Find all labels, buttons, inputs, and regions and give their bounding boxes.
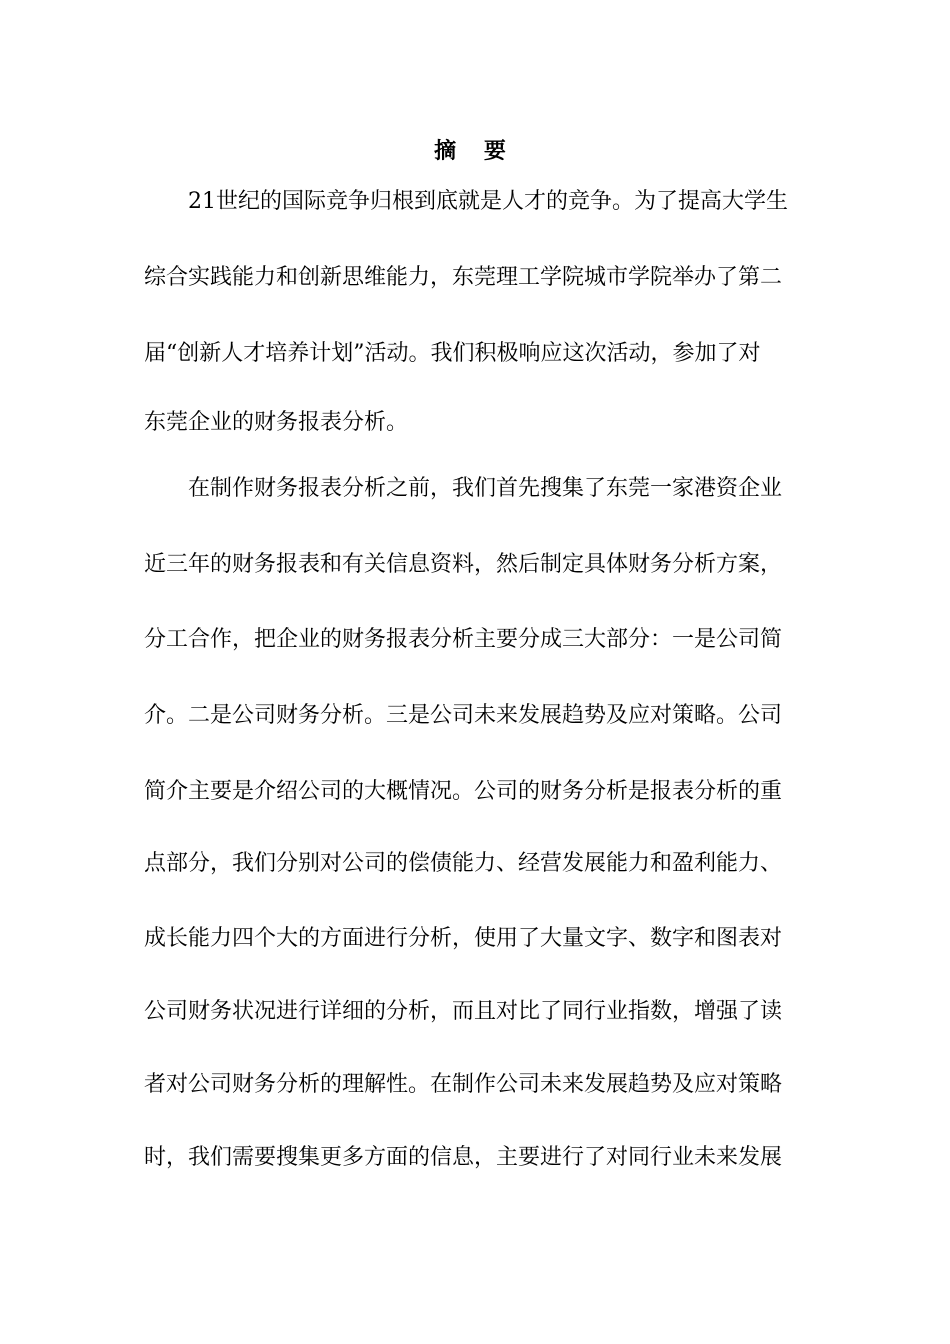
paragraph-line: 在制作财务报表分析之前，我们首先搜集了东莞一家港资企业 xyxy=(188,476,783,501)
paragraph-line: 综合实践能力和创新思维能力，东莞理工学院城市学院举办了第二 xyxy=(144,265,783,290)
paragraph-line: 届“创新人才培养计划”活动。我们积极响应这次活动，参加了对 xyxy=(144,341,761,366)
paragraph-line: 公司财务状况进行详细的分析，而且对比了同行业指数，增强了读 xyxy=(144,999,783,1024)
paragraph-line: 近三年的财务报表和有关信息资料，然后制定具体财务分析方案， xyxy=(144,552,783,577)
paragraph-line: 时，我们需要搜集更多方面的信息，主要进行了对同行业未来发展 xyxy=(144,1145,783,1170)
paragraph-line: 简介主要是介绍公司的大概情况。公司的财务分析是报表分析的重 xyxy=(144,779,783,804)
paragraph-line: 分工合作，把企业的财务报表分析主要分成三大部分：一是公司简 xyxy=(144,627,783,652)
paragraph-line: 21世纪的国际竞争归根到底就是人才的竞争。为了提高大学生 xyxy=(188,189,788,214)
paragraph-line: 点部分，我们分别对公司的偿债能力、经营发展能力和盈利能力、 xyxy=(144,851,783,876)
paragraph-line: 东莞企业的财务报表分析。 xyxy=(144,410,409,435)
paragraph-line: 介。二是公司财务分析。三是公司未来发展趋势及应对策略。公司 xyxy=(144,703,783,728)
paragraph-line: 成长能力四个大的方面进行分析，使用了大量文字、数字和图表对 xyxy=(144,926,783,951)
page-title: 摘 要 xyxy=(434,138,516,164)
paragraph-line: 者对公司财务分析的理解性。在制作公司未来发展趋势及应对策略 xyxy=(144,1072,783,1097)
